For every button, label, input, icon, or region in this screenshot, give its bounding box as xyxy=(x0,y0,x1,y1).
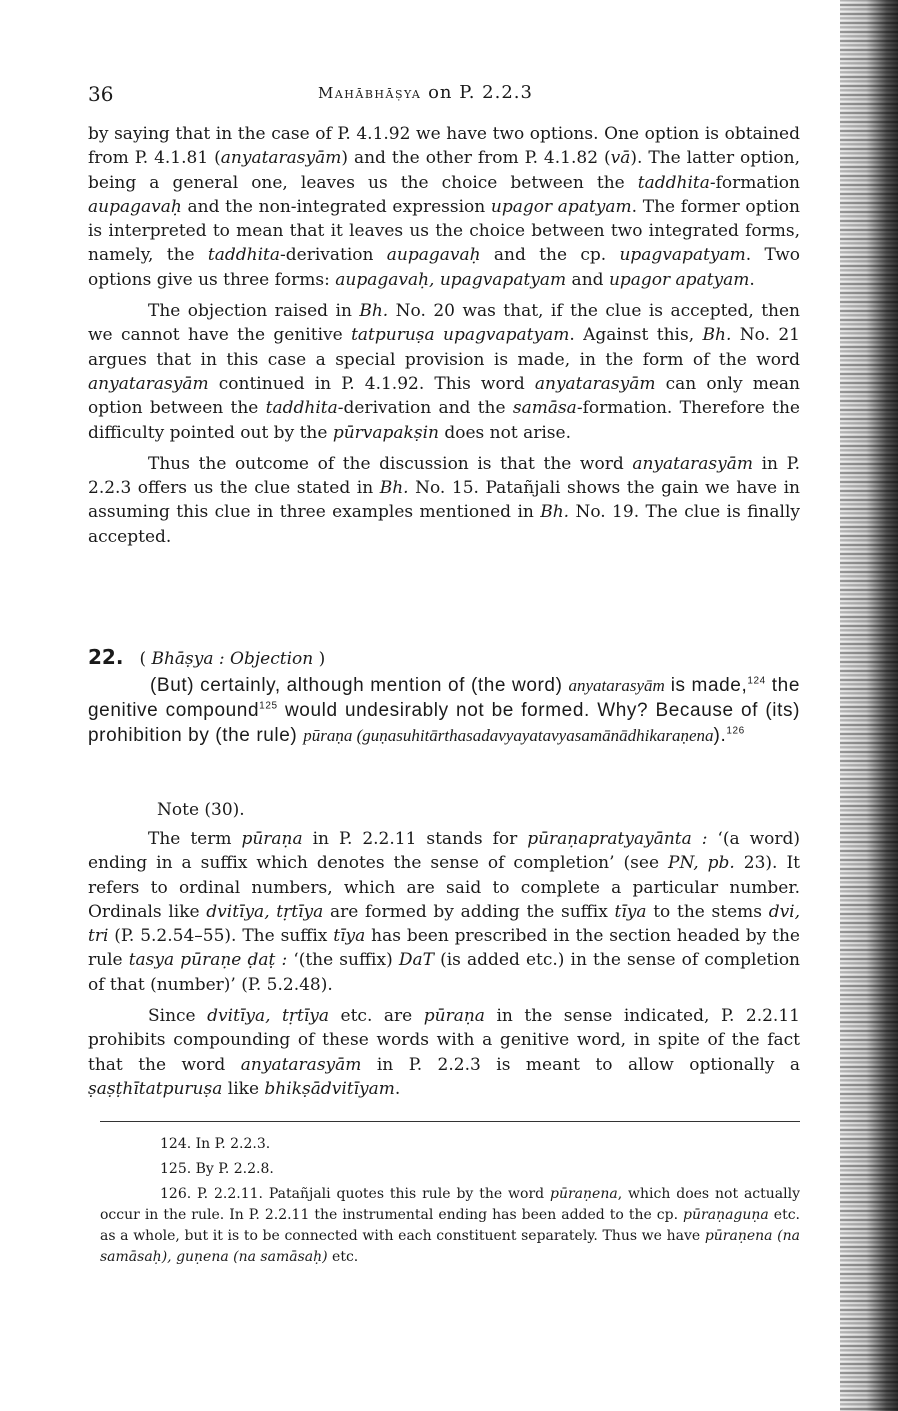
commentary-body xyxy=(88,122,800,556)
footnote-ref-126: 126 xyxy=(726,725,745,737)
running-header xyxy=(88,82,808,112)
footnote-ref-125: 125 xyxy=(259,700,278,712)
note-paragraph-2: Since dvitīya, tṛtīya etc. are pūraṇa in the sense indicated, P. 2.2.11 prohibits compounding of these words with a genitive word, in spite of the fact that the word anyatarasyām in P. 2.2.3 is meant to allow optionally a ṣaṣṭhītatpuruṣa like bhikṣādvitīyam. xyxy=(88,1006,800,1099)
running-title-prefix: Mahābhāṣya xyxy=(318,84,422,102)
bhasya-paragraph: (But) certainly, although mention of (the word) anyatarasyām is made,$^{124}$ the genitive compound$^{125}$ would undesirably not be formed. Why? Because of (its) prohibition by (the rule) pūraṇa (guṇasuhitārthasadavyayatavyasamānādhikaraṇena).$^{126}$ xyxy=(88,675,800,746)
running-title xyxy=(318,82,533,103)
section-label: Bhāṣya : Objection xyxy=(151,649,314,669)
scanned-page-edge xyxy=(840,0,898,1411)
section-number: 22. xyxy=(88,645,124,669)
footnote-divider xyxy=(100,1121,800,1122)
footnote-125: 125. By P. 2.2.8. xyxy=(160,1161,274,1177)
running-title-suffix: on P. 2.2.3 xyxy=(428,82,533,103)
footnotes xyxy=(100,1134,800,1272)
paragraph-2: The objection raised in Bh. No. 20 was that, if the clue is accepted, then we cannot have the genitive tatpuruṣa upagvapatyam. Against this, Bh. No. 21 argues that in this case a special provision is made, in the form of the word anyatarasyām continued in P. 4.1.92. This word anyatarasyām can only mean option between the taddhita-derivation and the samāsa-formation. Therefore the difficulty pointed out by the pūrvapakṣin does not arise. xyxy=(88,301,800,443)
bhasya-translation xyxy=(88,673,800,748)
footnote-124: 124. In P. 2.2.3. xyxy=(160,1136,271,1152)
footnote-126: 126. P. 2.2.11. Patañjali quotes this rule by the word pūraṇena, which does not actually occur in the rule. In P. 2.2.11 the instrumental ending has been added to the cp. pūraṇaguṇa etc. as a whole, but it is to be connected with each constituent separately. Thus we have pūraṇena (na samāsaḥ), guṇena (na samāsaḥ) etc. xyxy=(100,1186,801,1265)
footnote-ref-124: 124 xyxy=(747,675,766,687)
note-label: Note (30). xyxy=(157,800,245,820)
paragraph-3: Thus the outcome of the discussion is that the word anyatarasyām in P. 2.2.3 offers us the clue stated in Bh. No. 15. Patañjali shows the gain we have in assuming this clue in three examples mentioned in Bh. No. 19. The clue is finally accepted. xyxy=(88,453,800,547)
page-number: 36 xyxy=(88,82,114,106)
section-22-heading: 22. ( Bhāṣya : Objection ) xyxy=(88,645,326,669)
paragraph-1: by saying that in the case of P. 4.1.92 we have two options. One option is obtained from P. 4.1.81 (anyatarasyām) and the other from P. 4.1.82 (vā). The latter option, being a general one, leaves us the choice between the taddhita-formation aupagavaḥ and the non-integrated expression upagor apatyam. The former option is interpreted to mean that it leaves us the choice between two integrated forms, namely, the taddhita-derivation aupagavaḥ and the cp. upagvapatyam. Two options give us three forms: aupagavaḥ, upagvapatyam and upagor apatyam. xyxy=(88,124,801,290)
note-body xyxy=(88,827,800,1108)
note-paragraph-1: The term pūraṇa in P. 2.2.11 stands for pūraṇapratyayānta : ‘(a word) ending in a suffix which denotes the sense of completion’ (see PN, pb. 23). It refers to ordinal numbers, which are said to complete a particular number. Ordinals like dvitīya, tṛtīya are formed by adding the suffix tīya to the stems dvi, tri (P. 5.2.54–55). The suffix tīya has been prescribed in the section headed by the rule tasya pūraṇe ḍaṭ : ‘(the suffix) DaT (is added etc.) in the sense of completion of that (number)’ (P. 5.2.48). xyxy=(88,829,801,995)
